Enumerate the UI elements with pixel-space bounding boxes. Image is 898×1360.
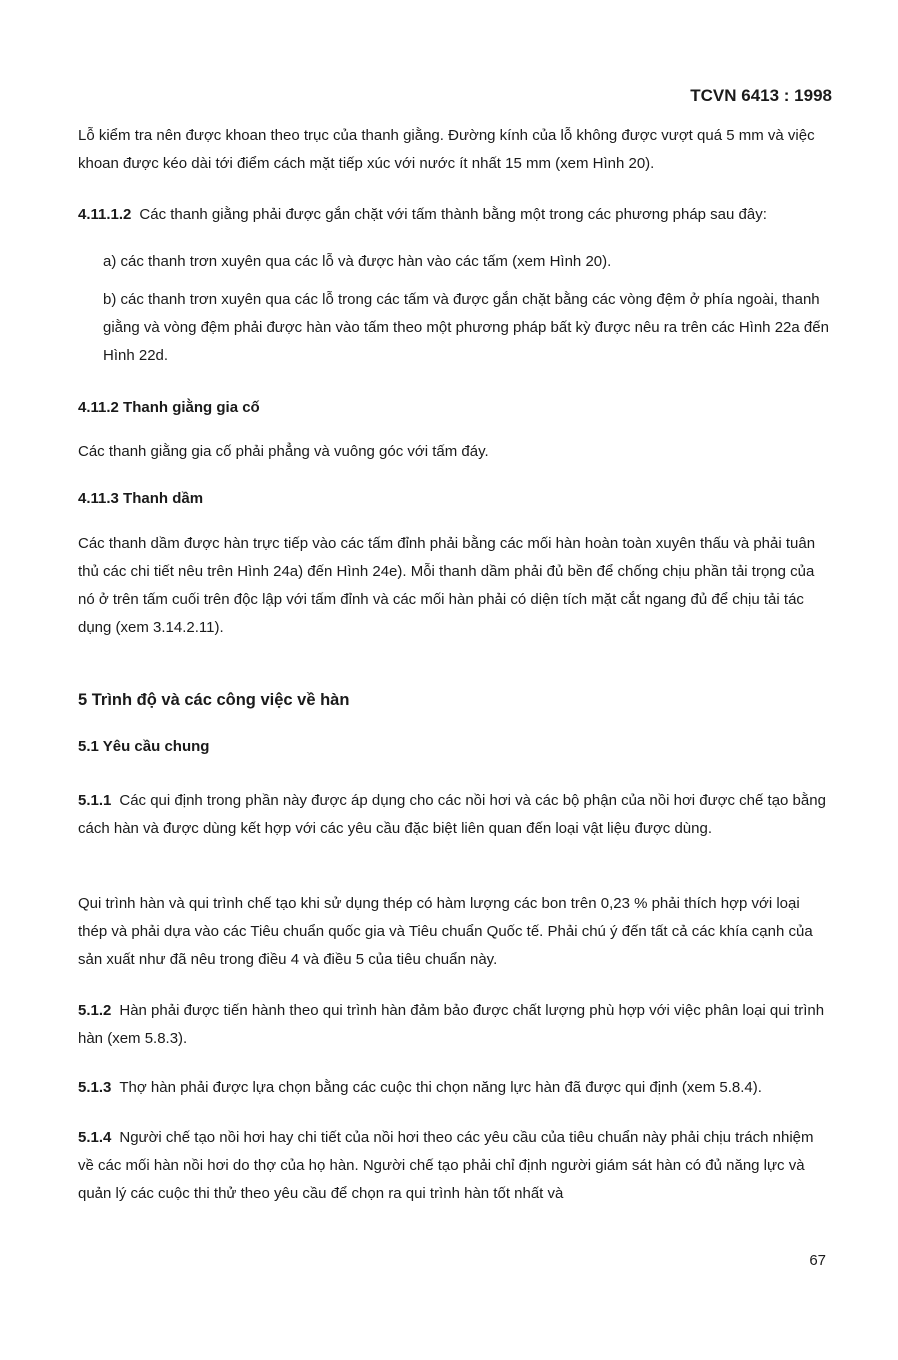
- clause-number: 5.1.4: [78, 1129, 112, 1146]
- paragraph-inspection-hole: Lỗ kiểm tra nên được khoan theo trục của thanh giằng. Đường kính của lỗ không được vượt quá 5 mm và việc khoan được kéo dài tới điểm cách mặt tiếp xúc với nước ít nhất 15 mm (xem Hình 20).: [78, 127, 815, 172]
- clause-5-1-3: [78, 1074, 830, 1102]
- clause-number: 5.1.2: [78, 1002, 112, 1019]
- paragraph-4-11-3: Các thanh dầm được hàn trực tiếp vào các tấm đỉnh phải bằng các mối hàn hoàn toàn xuyên thấu và phải tuân thủ các chi tiết nêu trên Hình 24a) đến Hình 24e). Mỗi thanh dầm phải đủ bền để chống chịu phần tải trọng của nó ở trên tấm cuối trên độc lập với tấm đỉnh và các mối hàn phải có diện tích mặt cắt ngang đủ để chịu tải tác dụng (xem 3.14.2.11).: [78, 535, 816, 636]
- heading-4-11-2: 4.11.2 Thanh giằng gia cố: [78, 399, 260, 416]
- page-number: 67: [809, 1252, 826, 1269]
- paragraph-4-11-2: Các thanh giằng gia cố phải phẳng và vuông góc với tấm đáy.: [78, 443, 489, 460]
- clause-5-1-2: [78, 997, 830, 1053]
- clause-number: 4.11.1.2: [78, 206, 132, 223]
- heading-5-1: 5.1 Yêu cầu chung: [78, 738, 210, 755]
- clause-text: Thợ hàn phải được lựa chọn bằng các cuộc thi chọn năng lực hàn đã được qui định (xem 5.8.4).: [119, 1079, 762, 1096]
- list-item-b: b) các thanh trơn xuyên qua các lỗ trong các tấm và được gắn chặt bằng các vòng đệm ở phía ngoài, thanh giằng và vòng đệm phải được hàn vào tấm theo một phương pháp bất kỳ được nêu ra trên các Hình 22a đến Hình 22d.: [103, 291, 829, 364]
- clause-text: Hàn phải được tiến hành theo qui trình hàn đảm bảo được chất lượng phù hợp với việc phân loại qui trình hàn (xem 5.8.3).: [78, 1002, 825, 1047]
- clause-number: 5.1.3: [78, 1079, 112, 1096]
- clause-text: Các qui định trong phần này được áp dụng cho các nồi hơi và các bộ phận của nồi hơi được chế tạo bằng cách hàn và được dùng kết hợp với các yêu cầu đặc biệt liên quan đến loại vật liệu được dùng.: [78, 792, 826, 837]
- list-item-a: a) các thanh trơn xuyên qua các lỗ và được hàn vào các tấm (xem Hình 20).: [103, 253, 612, 270]
- clause-text: Người chế tạo nồi hơi hay chi tiết của nồi hơi theo các yêu cầu của tiêu chuẩn này phải chịu trách nhiệm về các mối hàn nồi hơi do thợ của họ hàn. Người chế tạo phải chỉ định người giám sát hàn có đủ năng lực và quản lý các cuộc thi thử theo yêu cầu để chọn ra qui trình hàn tốt nhất và: [78, 1129, 814, 1202]
- clause-4-11-1-2: [78, 201, 830, 229]
- standard-id: TCVN 6413 : 1998: [690, 86, 832, 105]
- heading-4-11-3: 4.11.3 Thanh dầm: [78, 490, 204, 507]
- clause-5-1-1: [78, 787, 830, 843]
- clause-number: 5.1.1: [78, 792, 112, 809]
- clause-text: Các thanh giằng phải được gắn chặt với tấm thành bằng một trong các phương pháp sau đây:: [139, 206, 767, 223]
- paragraph-5-1-1-carbon-steel: Qui trình hàn và qui trình chế tạo khi sử dụng thép có hàm lượng các bon trên 0,23 % phải thích hợp với loại thép và phải dựa vào các Tiêu chuẩn quốc gia và Tiêu chuẩn Quốc tế. Phải chú ý đến tất cả các khía cạnh của sản xuất như đã nêu trong điều 4 và điều 5 của tiêu chuẩn này.: [78, 895, 813, 968]
- clause-5-1-4: [78, 1124, 830, 1208]
- heading-section-5: 5 Trình độ và các công việc về hàn: [78, 691, 350, 709]
